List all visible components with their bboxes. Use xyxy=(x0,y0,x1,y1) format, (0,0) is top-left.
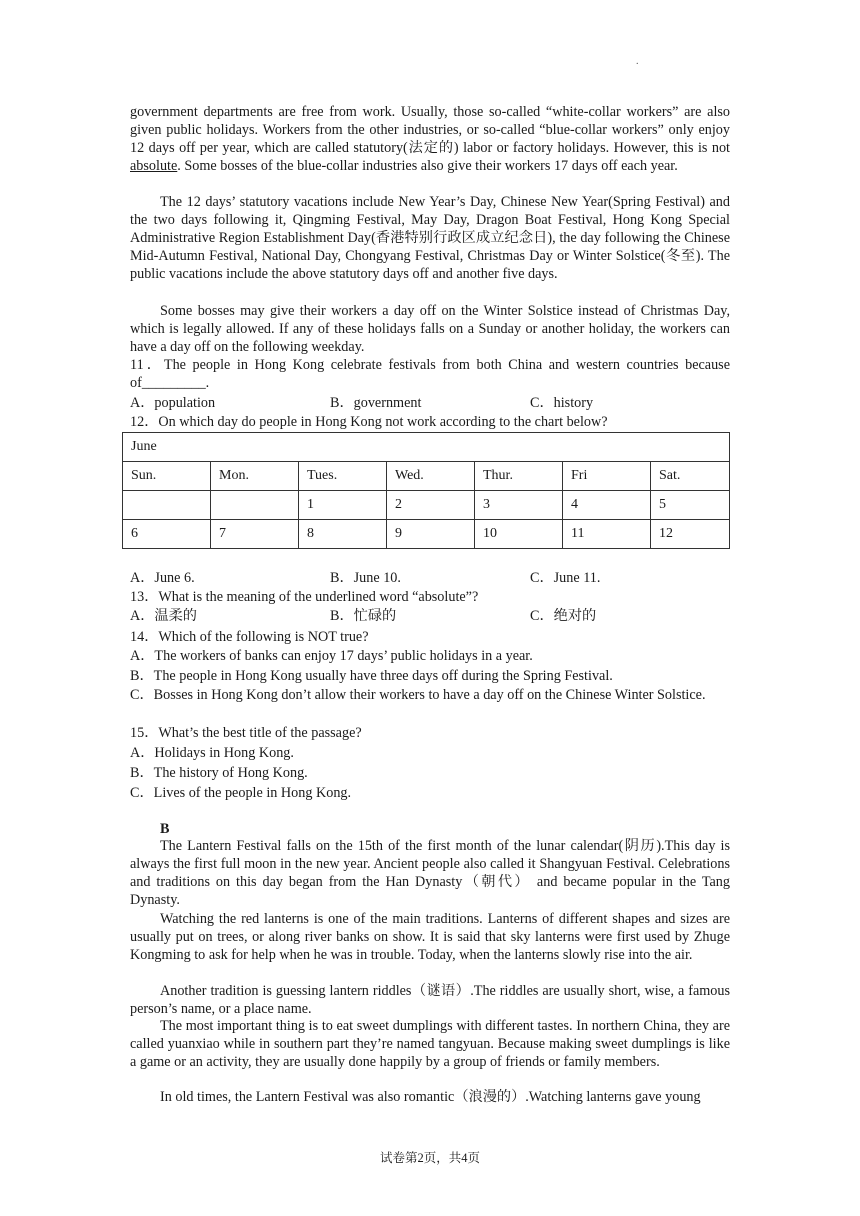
date-cell: 11 xyxy=(563,520,651,549)
weekday-cell: Tues. xyxy=(299,462,387,491)
question-11-options xyxy=(130,394,730,412)
option-a: A．population xyxy=(130,395,216,411)
weekday-cell: Mon. xyxy=(211,462,299,491)
date-cell: 9 xyxy=(387,520,475,549)
weekday-cell: Thur. xyxy=(475,462,563,491)
passage-b-paragraph-2: Watching the red lanterns is one of the main traditions. Lanterns of different shapes and sizes are usually put on trees, or along river banks on show. It is said that sky lanterns were first used by Zhuge Kongming to ask for help when he was in trouble. Today, when the lanterns slowly rise into the air. xyxy=(130,911,730,963)
passage-b-paragraph-3: Another tradition is guessing lantern riddles（谜语）.The riddles are usually short, wise, a famous person’s name, or a place name. xyxy=(130,983,730,1017)
question-14-option-a: A．The workers of banks can enjoy 17 days’ public holidays in a year. xyxy=(130,648,533,664)
option-c: C．history xyxy=(530,395,594,411)
page-footer: 试卷第2页，共4页 xyxy=(379,1151,480,1165)
option-a: A．温柔的 xyxy=(130,608,197,624)
passage-b-paragraph-5: In old times, the Lantern Festival was also romantic（浪漫的）.Watching lanterns gave young xyxy=(160,1089,701,1105)
date-cell: 1 xyxy=(299,491,387,520)
date-cell: 6 xyxy=(123,520,211,549)
question-14-option-c: C．Bosses in Hong Kong don’t allow their workers to have a day off on the Chinese Winter Solstice. xyxy=(130,687,706,703)
date-cell: 12 xyxy=(651,520,730,549)
question-15-option-c: C．Lives of the people in Hong Kong. xyxy=(130,785,352,801)
question-15-stem: 15．What’s the best title of the passage? xyxy=(130,725,362,741)
question-14-option-b: B．The people in Hong Kong usually have three days off during the Spring Festival. xyxy=(130,668,613,684)
weekday-cell: Sun. xyxy=(123,462,211,491)
weekday-cell: Fri xyxy=(563,462,651,491)
calendar-month-row xyxy=(123,433,730,462)
option-c: C．June 11. xyxy=(530,570,601,586)
date-cell: 10 xyxy=(475,520,563,549)
passage-a-paragraph-3: Some bosses may give their workers a day off on the Winter Solstice instead of Christmas Day, which is legally allowed. If any of these holidays falls on a Sunday or another holiday, the workers can have a day off on the following weekday. xyxy=(130,303,730,355)
calendar-week-row xyxy=(123,491,730,520)
weekday-cell: Wed. xyxy=(387,462,475,491)
passage-b-paragraph-1: The Lantern Festival falls on the 15th of the first month of the lunar calendar(阴历).This day is always the first full moon in the new year. Ancient people also called it Shangyuan Festival. Celebrations and traditions on this day began from the Han Dynasty（朝代） and became popular in the Tang Dynasty. xyxy=(130,838,730,908)
question-15-option-a: A．Holidays in Hong Kong. xyxy=(130,745,294,761)
question-13-stem: 13．What is the meaning of the underlined word “absolute”? xyxy=(130,589,479,605)
option-b: B．June 10. xyxy=(330,570,401,586)
weekday-cell: Sat. xyxy=(651,462,730,491)
option-a: A．June 6. xyxy=(130,570,195,586)
date-cell: 4 xyxy=(563,491,651,520)
passage-a-paragraph-2: The 12 days’ statutory vacations include New Year’s Day, Chinese New Year(Spring Festival) and the two days following it, Qingming Festival, May Day, Dragon Boat Festival, Hong Kong Special Administrative Region Establishment Day(香港特别行政区成立纪念日), the day following the Chinese Mid-Autumn Festival, National Day, Chongyang Festival, Christmas Day or Winter Solstice(冬至). The public vacations include the above statutory days off and another five days. xyxy=(130,194,730,282)
underlined-word-absolute: absolute xyxy=(130,157,178,174)
section-b-heading: B xyxy=(160,821,170,837)
date-cell: 5 xyxy=(651,491,730,520)
june-calendar-table xyxy=(122,432,730,549)
date-cell: 2 xyxy=(387,491,475,520)
question-11-stem: 11．The people in Hong Kong celebrate festivals from both China and western countries because of_________. xyxy=(130,357,730,391)
question-13-options xyxy=(130,607,730,625)
question-14-stem: 14．Which of the following is NOT true? xyxy=(130,629,369,645)
question-15-option-b: B．The history of Hong Kong. xyxy=(130,765,308,781)
date-cell xyxy=(211,491,299,520)
option-b: B．government xyxy=(330,395,422,411)
option-b: B．忙碌的 xyxy=(330,608,397,624)
date-cell: 3 xyxy=(475,491,563,520)
calendar-month: June xyxy=(123,433,730,462)
date-cell: 7 xyxy=(211,520,299,549)
date-cell: 8 xyxy=(299,520,387,549)
question-12-stem: 12．On which day do people in Hong Kong not work according to the chart below? xyxy=(130,414,608,430)
question-12-options xyxy=(130,569,730,587)
header-mark: . xyxy=(636,56,639,67)
option-c: C．绝对的 xyxy=(530,608,597,624)
calendar-week-row xyxy=(123,520,730,549)
passage-b-paragraph-4: The most important thing is to eat sweet dumplings with different tastes. In northern China, they are called yuanxiao while in southern part they’re named tangyuan. Because making sweet dumplings is like a game or an activity, they are usually done happily by a group of friends or family members. xyxy=(130,1018,730,1070)
calendar-weekday-row xyxy=(123,462,730,491)
passage-a-paragraph-1: government departments are free from work. Usually, those so-called “white-collar workers” are also given public holidays. Workers from the other industries, or so-called “blue-collar workers” only enjoy 12 days off per year, which are called statutory(法定的) labor or factory holidays. However, this is not absolute. Some bosses of the blue-collar industries also give their workers 17 days off each year. xyxy=(130,104,730,174)
date-cell xyxy=(123,491,211,520)
